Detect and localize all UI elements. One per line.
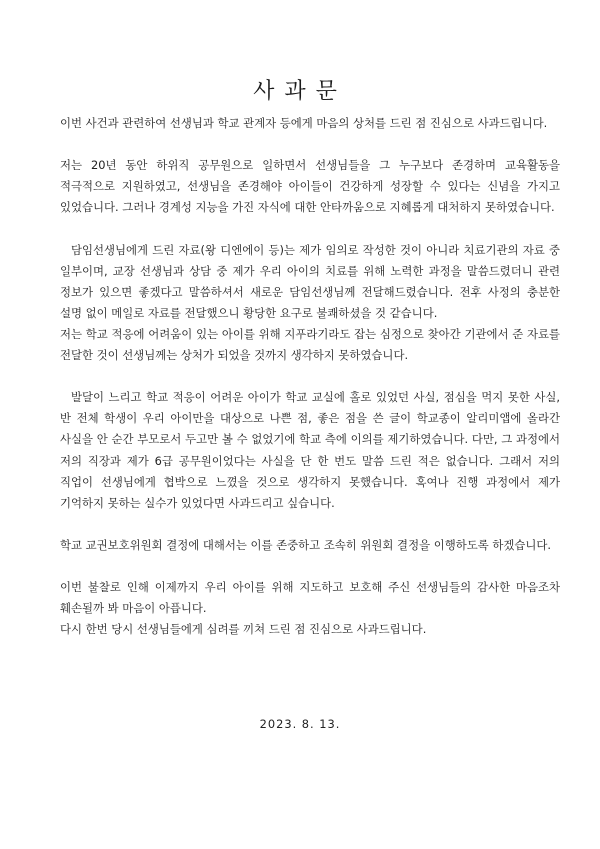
paragraph-background: 저는 20년 동안 하위직 공무원으로 일하면서 선생님들을 그 누구보다 존경하며 교육활동을 적극적으로 지원하였고, 선생님을 존경해야 아이들이 건강하게 성장할 수 있다는 신념을 가지고 있었습니다. 그러나 경계성 지능을 가진 자식에 대한 안타까움으로 지혜롭게 대처하지 못하였습니다. bbox=[60, 158, 560, 215]
paragraph-materials-explanation: 담임선생님에게 드린 자료(왕 디엔에이 등)는 제가 임의로 작성한 것이 아니라 치료기관의 자료 중 일부이며, 교장 선생님과 상담 중 제가 우리 아이의 치료를 위해 노력한 과정을 말씀드렸더니 관련 정보가 있으면 좋겠다고 말씀하셔서 새로운 담임선생님께 전달해드렸습니다. 전후 사정의 충분한 설명 없이 메일로 자료를 전달했으니 황당한 요구로 불쾌하셨을 것 같습니다. bbox=[60, 242, 560, 320]
paragraph-materials-regret: 저는 학교 적응에 어려움이 있는 아이를 위해 지푸라기라도 잡는 심정으로 찾아간 기관에서 준 자료를 전달한 것이 선생님께는 상처가 되었을 것까지 생각하지 못하였습니다. bbox=[60, 326, 560, 363]
paragraph-gratitude: 이번 불찰로 인해 이제까지 우리 아이를 위해 지도하고 보호해 주신 선생님들의 감사한 마음조차 훼손될까 봐 마음이 아픕니다. bbox=[60, 580, 560, 616]
document-date: 2023. 8. 13. bbox=[259, 717, 341, 731]
paragraph-committee-decision: 학교 교권보호위원회 결정에 대해서는 이를 존중하고 조속히 위원회 결정을 이행하도록 하겠습니다. bbox=[60, 537, 551, 552]
paragraph-school-incident: 발달이 느리고 학교 적응이 어려운 아이가 학교 교실에 홀로 있었던 사실, 점심을 먹지 못한 사실, 반 전체 학생이 우리 아이만을 대상으로 나쁜 점, 좋은 점을 쓴 글이 학교종이 알리미앱에 올라간 사실을 안 순간 부모로서 두고만 볼 수 없었기에 학교 측에 이의를 제기하였습니다. 다만, 그 과정에서 저의 직장과 제가 6급 공무원이었다는 사실을 단 한 번도 말씀 드린 적은 없습니다. 그래서 저의 직업이 선생님에게 협박으로 느꼈을 것으로 생각하지 못했습니다. 혹여나 진행 과정에서 제가 기억하지 못하는 실수가 있었다면 사과드리고 싶습니다. bbox=[60, 390, 560, 510]
document-title: 사과문 bbox=[253, 79, 347, 104]
paragraph-opening-apology: 이번 사건과 관련하여 선생님과 학교 관계자 등에게 마음의 상처를 드린 점 진심으로 사과드립니다. bbox=[60, 116, 548, 130]
paragraph-closing-apology: 다시 한번 당시 선생님들에게 심려를 끼쳐 드린 점 진심으로 사과드립니다. bbox=[60, 622, 427, 637]
document-body bbox=[60, 113, 560, 640]
